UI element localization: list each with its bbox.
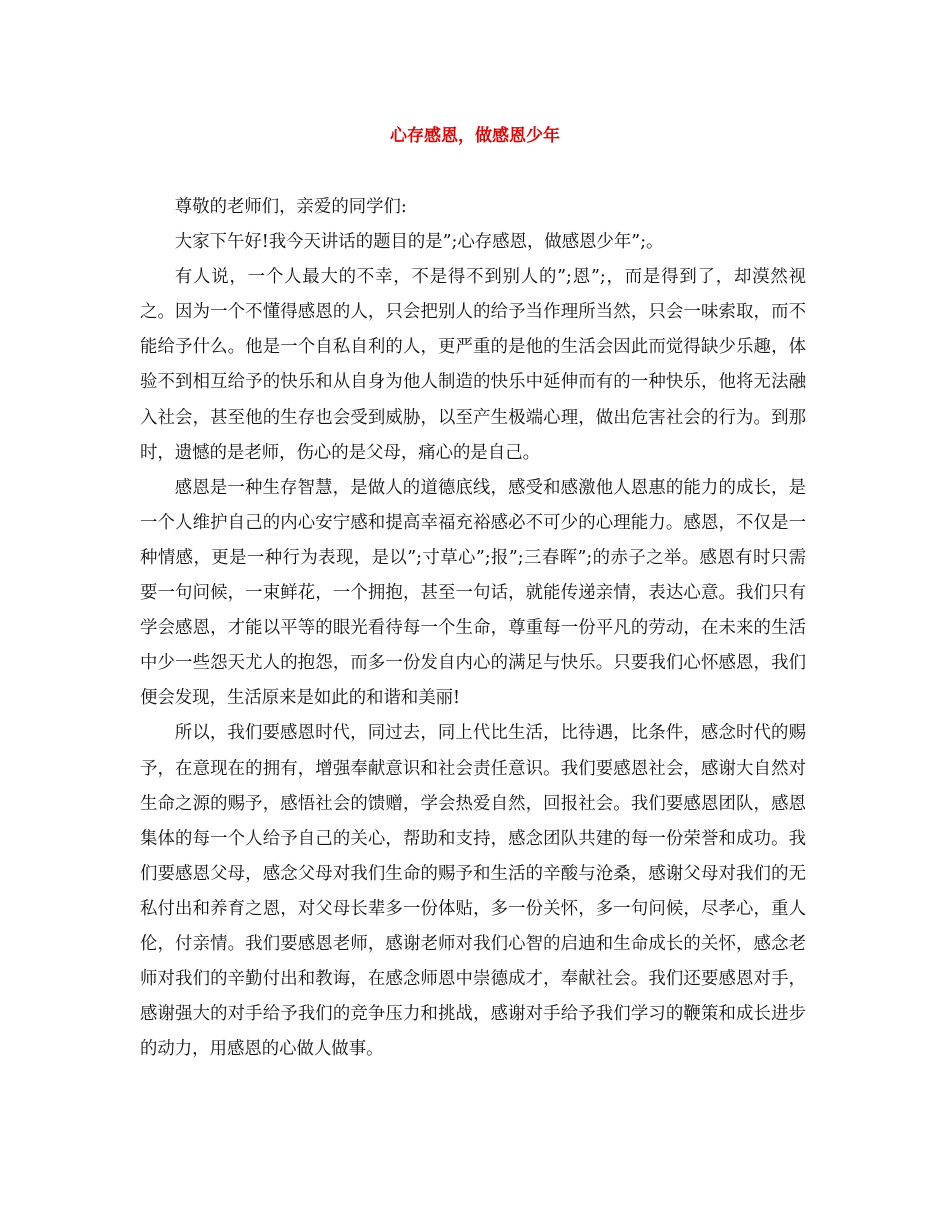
document-title: 心存感恩，做感恩少年 [390,126,560,146]
salutation: 尊敬的老师们，亲爱的同学们: [174,197,407,217]
document-body [140,190,806,1067]
paragraph-1: 有人说，一个人最大的不幸，不是得不到别人的”;恩”;，而是得到了，却漠然视之。因为一个不懂得感恩的人，只会把别人的给予当作理所当然，只会一味索取，而不能给予什么。他是一个自私自利的人，更严重的是他的生活会因此而觉得缺少乐趣，体验不到相互给予的快乐和从自身为他人制造的快乐中延伸而有的一种快乐，他将无法融入社会，甚至他的生存也会受到威胁，以至产生极端心理，做出危害社会的行为。到那时，遗憾的是老师，伤心的是父母，痛心的是自己。 [140,267,806,463]
paragraph-2: 感恩是一种生存智慧，是做人的道德底线，感受和感激他人恩惠的能力的成长，是一个人维护自己的内心安宁感和提高幸福充裕感必不可少的心理能力。感恩，不仅是一种情感，更是一种行为表现，是以”;寸草心”;报”;三春晖”;的赤子之举。感恩有时只需要一句问候，一束鲜花，一个拥抱，甚至一句话，就能传递亲情，表达心意。我们只有学会感恩，才能以平等的眼光看待每一个生命，尊重每一份平凡的劳动，在未来的生活中少一些怨天尤人的抱怨，而多一份发自内心的满足与快乐。只要我们心怀感恩，我们便会发现，生活原来是如此的和谐和美丽! [140,477,806,709]
paragraph-greeting: 大家下午好!我今天讲话的题目的是”;心存感恩，做感恩少年”;。 [174,232,664,253]
paragraph-3: 所以，我们要感恩时代，同过去，同上代比生活，比待遇，比条件，感念时代的赐予，在意现在的拥有，增强奉献意识和社会责任意识。我们要感恩社会，感谢大自然对生命之源的赐予，感悟社会的馈赠，学会热爱自然，回报社会。我们要感恩团队，感恩集体的每一个人给予自己的关心，帮助和支持，感念团队共建的每一份荣誉和成功。我们要感恩父母，感念父母对我们生命的赐予和生活的辛酸与沧桑，感谢父母对我们的无私付出和养育之恩，对父母长辈多一份体贴，多一份关怀，多一句问候，尽孝心，重人伦，付亲情。我们要感恩老师，感谢老师对我们心智的启迪和生命成长的关怀，感念老师对我们的辛勤付出和教诲，在感念师恩中崇德成才，奉献社会。我们还要感恩对手，感谢强大的对手给予我们的竞争压力和挑战，感谢对手给予我们学习的鞭策和成长进步的动力，用感恩的心做人做事。 [140,723,806,1060]
